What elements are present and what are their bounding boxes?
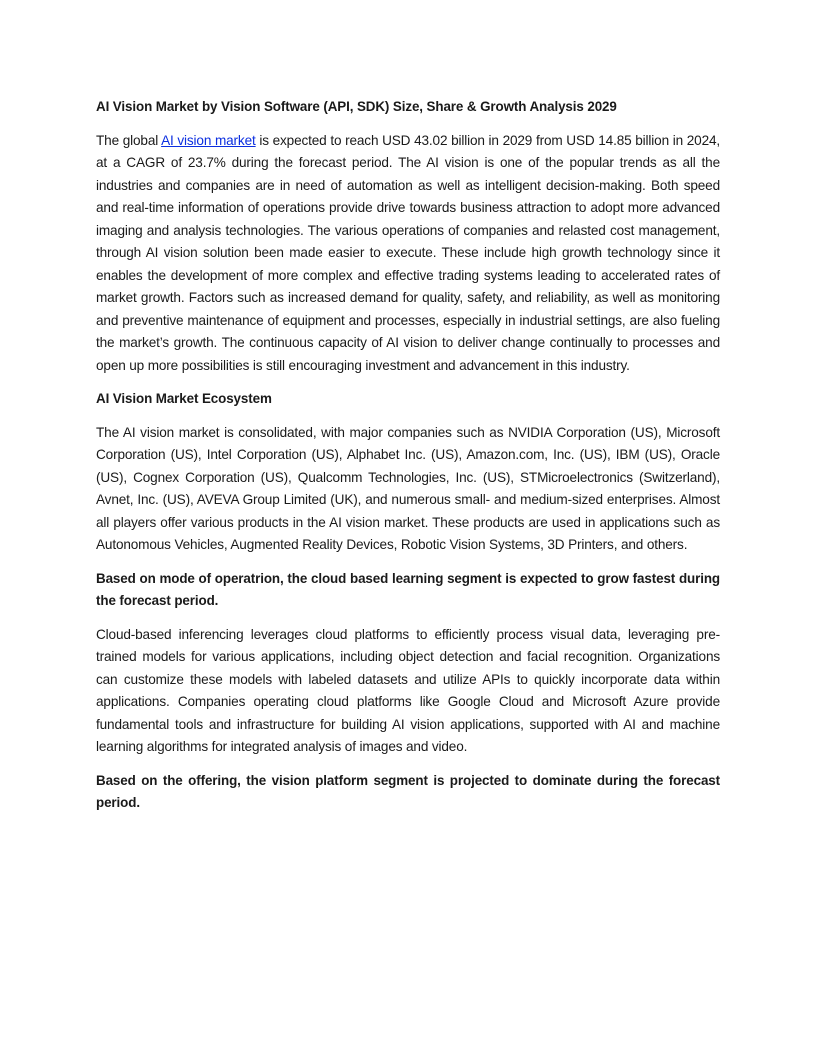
intro-paragraph	[96, 130, 720, 378]
cloud-inferencing-paragraph: Cloud-based inferencing leverages cloud platforms to efficiently process visual data, leveraging pre-trained models for various applications, including object detection and facial recognition. Organizations can customize these models with labeled datasets and utilize APIs to quickly incorporate data within applications. Companies operating cloud platforms like Google Cloud and Microsoft Azure provide fundamental tools and infrastructure for building AI vision applications, supported with AI and machine learning algorithms for integrated analysis of images and video.	[96, 626, 720, 754]
document-title: AI Vision Market by Vision Software (API, SDK) Size, Share & Growth Analysis 2029	[96, 99, 617, 114]
offering-heading: Based on the offering, the vision platform segment is projected to dominate during the forecast period.	[96, 772, 720, 810]
ecosystem-heading: AI Vision Market Ecosystem	[96, 391, 272, 406]
ecosystem-paragraph: The AI vision market is consolidated, with major companies such as NVIDIA Corporation (US), Microsoft Corporation (US), Intel Corporation (US), Alphabet Inc. (US), Amazon.com, Inc. (US), IBM (US), Oracle (US), Cognex Corporation (US), Qualcomm Technologies, Inc. (US), STMicroelectronics (Switzerland), Avnet, Inc. (US), AVEVA Group Limited (UK), and numerous small- and medium-sized enterprises. Almost all players offer various products in the AI vision market. These products are used in applications such as Autonomous Vehicles, Augmented Reality Devices, Robotic Vision Systems, 3D Printers, and others.	[96, 424, 720, 552]
intro-suffix: is expected to reach USD 43.02 billion in 2029 from USD 14.85 billion in 2024, at a CAGR of 23.7% during the forecast period. The AI vision is one of the popular trends as all the industries and companies are in need of automation as well as intelligent decision-making. Both speed and real-time information of operations provide drive towards business attraction to adopt more advanced imaging and analysis technologies. The various operations of companies and relasted cost management, through AI vision solution been made easier to execute. These include high growth technology since it enables the development of more complex and effective trading systems leading to accelerated rates of market growth. Factors such as increased demand for quality, safety, and reliability, as well as monitoring and preventive maintenance of equipment and processes, especially in industrial settings, are also fueling the market’s growth. The continuous capacity of AI vision to deliver change continually to processes and open up more possibilities is still encouraging investment and advancement in this industry.	[96, 132, 721, 373]
mode-of-operation-heading: Based on mode of operatrion, the cloud based learning segment is expected to grow fastest during the forecast period.	[96, 570, 720, 608]
intro-prefix: The global	[96, 132, 162, 148]
ai-vision-market-link[interactable]: AI vision market	[161, 132, 256, 148]
document-page	[96, 96, 720, 826]
